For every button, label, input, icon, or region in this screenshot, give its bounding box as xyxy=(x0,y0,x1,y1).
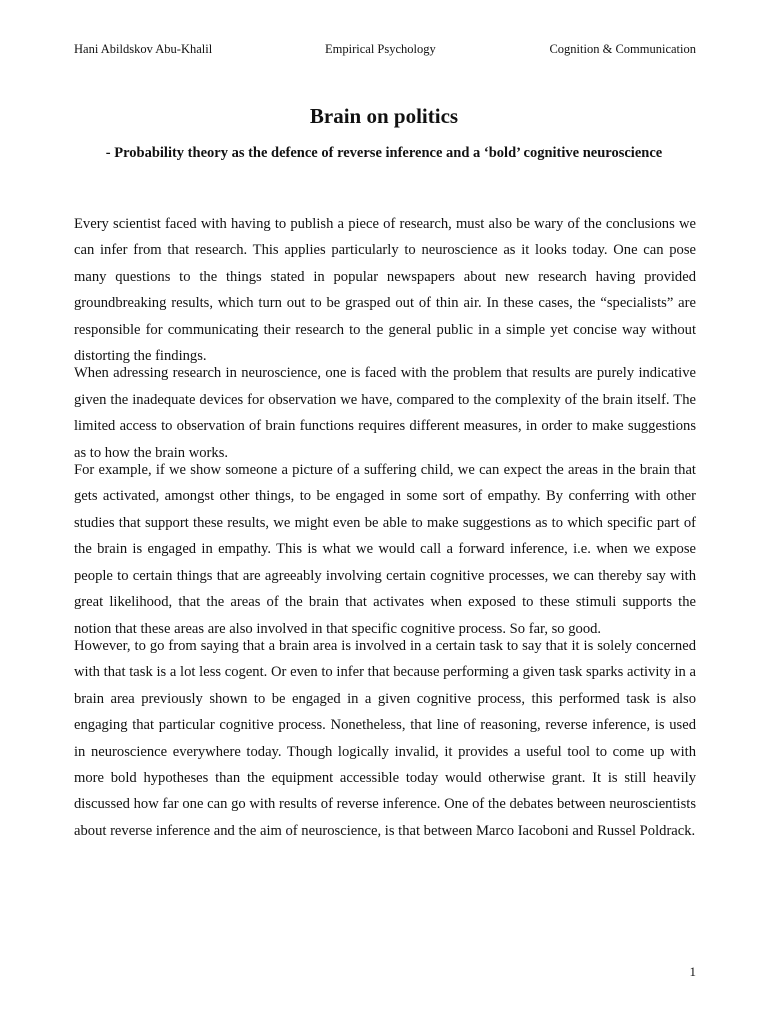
paragraph: However, to go from saying that a brain area is involved in a certain task to say that it is solely concerned with that task is a lot less cogent. Or even to infer that because performing a given task sparks activity in a brain area previously shown to be engaged in a given cognitive process, this performed task is also engaging that particular cognitive process. Nonetheless, that line of reasoning, reverse inference, is used in neuroscience everywhere today. Though logically invalid, it provides a useful tool to come up with more bold hypotheses than the equipment accessible today would otherwise grant. It is still heavily discussed how far one can go with results of reverse inference. One of the debates between neuroscientists about reverse inference and the aim of neuroscience, is that between Marco Iacoboni and Russel Poldrack. xyxy=(74,637,696,839)
document-title: Brain on politics xyxy=(309,104,459,128)
header-author: Hani Abildskov Abu-Khalil xyxy=(74,42,213,56)
page-number: 1 xyxy=(689,964,696,979)
paragraph: For example, if we show someone a picture of a suffering child, we can expect the areas in the brain that gets activated, amongst other things, to be engaged in some sort of empathy. By conferring with other studies that support these results, we might even be able to make suggestions as to which specific part of the brain is engaged in empathy. This is what we would call a forward inference, i.e. when we expose people to certain things that are agreeably involving certain cognitive processes, we can thereby say with great likelihood, that the areas of the brain that activates when exposed to these stimuli supports the notion that these areas are also involved in that specific cognitive process. So far, so good. xyxy=(74,462,696,637)
document-subtitle: - Probability theory as the defence of reverse inference and a ‘bold’ cognitive neuroscience xyxy=(105,145,663,161)
paragraph: Every scientist faced with having to publish a piece of research, must also be wary of the conclusions we can infer from that research. This applies particularly to neuroscience as it looks today. One can pose many questions to the things stated in popular newspapers about new research having provided groundbreaking results, which turn out to be grasped out of thin air. In these cases, the “specialists” are responsible for communicating their research to the general public in a simple yet concise way without distorting the findings. xyxy=(74,216,696,365)
page-header xyxy=(74,42,696,60)
header-subject: Cognition & Communication xyxy=(549,42,696,56)
body-text xyxy=(74,211,696,844)
paragraph: When adressing research in neuroscience, one is faced with the problem that results are purely indicative given the inadequate devices for observation we have, compared to the complexity of the brain itself. The limited access to observation of brain functions requires different measures, in order to make suggestions as to how the brain works. xyxy=(74,365,696,461)
header-course: Empirical Psychology xyxy=(325,42,436,56)
